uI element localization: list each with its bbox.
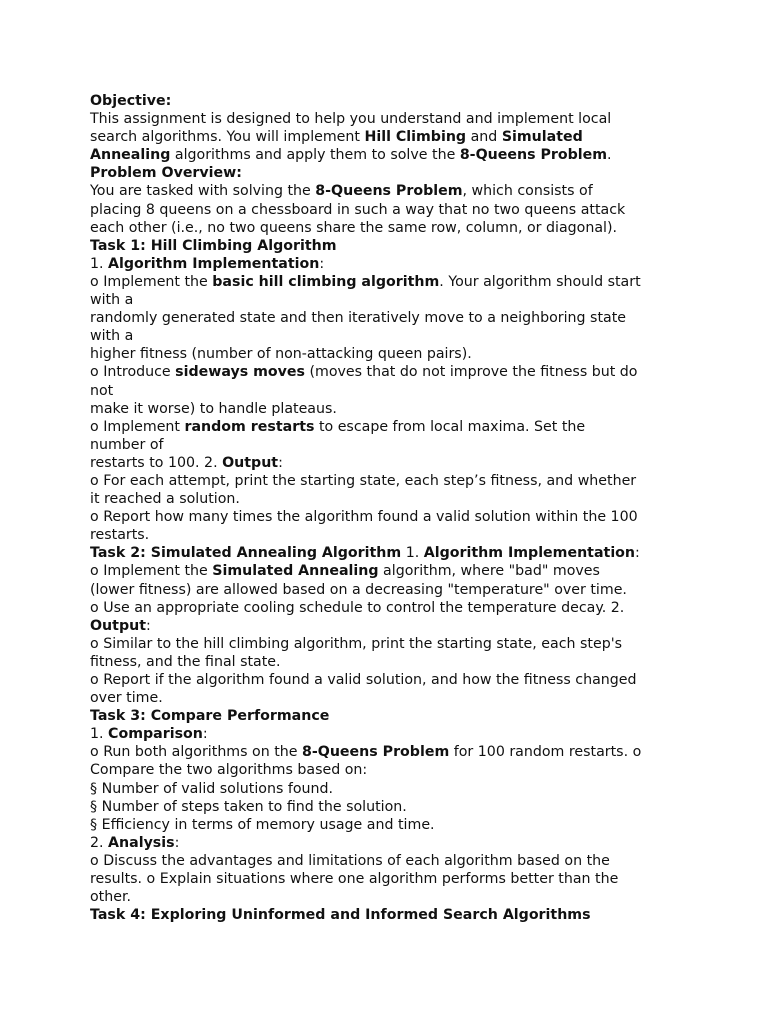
text-run: for 100 random restarts. o (449, 744, 642, 761)
text-run: to escape from local maxima. Set the (314, 418, 586, 435)
text-run: restarts. (90, 527, 150, 544)
text-run: o Introduce (90, 364, 176, 381)
text-run: : (635, 545, 640, 562)
text-run: o Implement (90, 418, 185, 435)
text-line (90, 798, 690, 816)
text-line (90, 472, 690, 490)
text-run: search algorithms. You will implement (90, 129, 365, 146)
bold-text: sideways moves (175, 364, 305, 381)
text-line (90, 888, 690, 906)
text-line (90, 671, 690, 689)
text-line (90, 707, 690, 725)
text-run: § Number of steps taken to find the solution. (90, 798, 407, 815)
text-run: other. (90, 889, 132, 906)
text-line (90, 653, 690, 671)
text-line (90, 146, 690, 164)
text-line (90, 382, 690, 400)
text-run: § Efficiency in terms of memory usage and time. (90, 816, 435, 833)
text-run: fitness, and the final state. (90, 653, 281, 670)
text-run: § Number of valid solutions found. (90, 780, 334, 797)
text-run: 1. (90, 255, 109, 272)
text-run: (moves that do not improve the fitness but do (304, 364, 638, 381)
text-line (90, 110, 690, 128)
text-line (90, 780, 690, 798)
text-line (90, 743, 690, 761)
text-line (90, 454, 690, 472)
bold-text: 8-Queens Problem (302, 744, 450, 761)
text-run: with a (90, 292, 134, 309)
document-body (90, 92, 690, 924)
text-line (90, 418, 690, 436)
text-run: o Implement the (90, 563, 213, 580)
text-run: restarts to 100. 2. (90, 454, 223, 471)
text-line (90, 508, 690, 526)
text-line (90, 599, 690, 617)
text-line (90, 490, 690, 508)
text-line (90, 725, 690, 743)
bold-text: Simulated Annealing (212, 563, 379, 580)
text-run: o Report if the algorithm found a valid solution, and how the fitness changed (90, 672, 637, 688)
bold-text: Task 2: Simulated Annealing Algorithm (90, 545, 402, 562)
text-run: make it worse) to handle plateaus. (90, 400, 337, 417)
text-line (90, 182, 690, 200)
text-run: 2. (90, 834, 109, 851)
text-line (90, 544, 690, 562)
text-line (90, 164, 690, 182)
text-line (90, 309, 690, 327)
bold-text: Hill Climbing (364, 129, 467, 146)
text-line (90, 761, 690, 779)
text-line (90, 273, 690, 291)
text-run: o Report how many times the algorithm found a valid solution within the 100 (90, 509, 638, 526)
text-line (90, 255, 690, 273)
text-run: o Run both algorithms on the (90, 744, 303, 761)
bold-text: Task 4: Exploring Uninformed and Informed Search Algorithms (90, 907, 591, 924)
text-run: each other (i.e., no two queens share the same row, column, or diagonal). (90, 219, 618, 236)
text-run: randomly generated state and then iteratively move to a neighboring state (90, 310, 626, 327)
text-run: : (278, 454, 283, 471)
text-line (90, 327, 690, 345)
text-line (90, 834, 690, 852)
bold-text: Simulated (501, 129, 583, 146)
text-line (90, 870, 690, 888)
text-run: and (466, 129, 502, 146)
text-run: o Implement the (90, 273, 213, 290)
text-line (90, 219, 690, 237)
text-run: placing 8 queens on a chessboard in such a way that no two queens attack (90, 201, 626, 218)
bold-text: Objective: (90, 93, 172, 109)
text-run: o Use an appropriate cooling schedule to control the temperature decay. 2. (90, 599, 625, 616)
text-run: it reached a solution. (90, 491, 240, 508)
bold-text: Analysis (108, 834, 175, 851)
bold-text: Problem Overview: (90, 165, 242, 182)
text-run: : (174, 834, 180, 851)
text-line (90, 617, 690, 635)
bold-text: Algorithm Implementation (108, 255, 320, 272)
text-line (90, 852, 690, 870)
text-run: Compare the two algorithms based on: (90, 762, 368, 779)
bold-text: Comparison (108, 726, 203, 743)
text-run: algorithm, where "bad" moves (378, 563, 600, 580)
text-run: . Your algorithm should start (439, 273, 641, 290)
text-run: number of (90, 436, 164, 453)
text-run: over time. (90, 690, 163, 707)
text-line (90, 526, 690, 544)
bold-text: Task 3: Compare Performance (90, 708, 330, 725)
text-line (90, 363, 690, 381)
bold-text: Output (90, 617, 146, 634)
text-line (90, 562, 690, 580)
bold-text: 8-Queens Problem (459, 147, 608, 164)
text-run: : (202, 726, 208, 743)
text-line (90, 92, 690, 110)
text-run: : (319, 255, 325, 272)
text-line (90, 635, 690, 653)
text-run: results. o Explain situations where one algorithm performs better than the (90, 871, 619, 888)
bold-text: Annealing (90, 147, 171, 164)
text-run: o Similar to the hill climbing algorithm, print the starting state, each step's (90, 635, 622, 652)
bold-text: Output (222, 454, 279, 471)
text-run: o Discuss the advantages and limitations of each algorithm based on the (90, 852, 610, 869)
text-line (90, 581, 690, 599)
text-run: algorithms and apply them to solve the (170, 147, 460, 164)
bold-text: Algorithm Implementation (423, 545, 636, 562)
text-run: o For each attempt, print the starting state, each step’s fitness, and whether (90, 472, 637, 489)
text-run: 1. (90, 726, 109, 743)
text-line (90, 816, 690, 834)
text-run: . (607, 147, 612, 164)
text-run: not (90, 382, 114, 399)
text-run: , which consists of (462, 183, 593, 200)
text-line (90, 689, 690, 707)
text-line (90, 128, 690, 146)
text-line (90, 345, 690, 363)
bold-text: Task 1: Hill Climbing Algorithm (90, 237, 337, 254)
bold-text: random restarts (184, 418, 315, 435)
text-line (90, 237, 690, 255)
text-line (90, 400, 690, 418)
bold-text: basic hill climbing algorithm (212, 273, 440, 290)
text-line (90, 906, 690, 924)
text-run: (lower fitness) are allowed based on a decreasing "temperature" over time. (90, 581, 627, 598)
text-line (90, 291, 690, 309)
text-run: with a (90, 328, 134, 345)
text-line (90, 436, 690, 454)
text-run: You are tasked with solving the (90, 183, 316, 200)
text-run: 1. (401, 545, 424, 562)
text-run: higher fitness (number of non-attacking queen pairs). (90, 346, 472, 363)
bold-text: 8-Queens Problem (315, 183, 463, 200)
text-run: This assignment is designed to help you understand and implement local (90, 111, 612, 128)
text-run: : (145, 617, 151, 634)
text-line (90, 201, 690, 219)
